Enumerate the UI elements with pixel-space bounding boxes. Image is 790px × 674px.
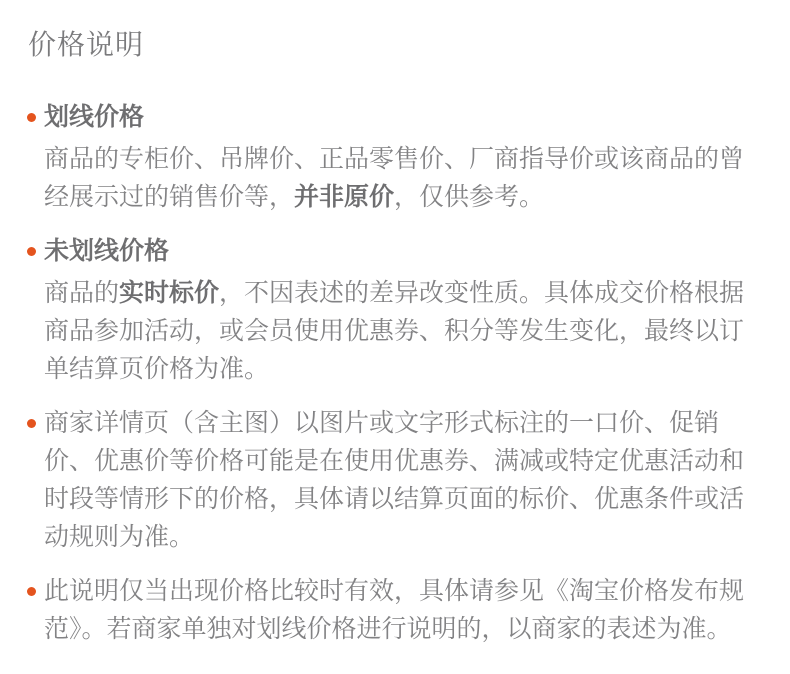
bullet-dot-icon [27, 587, 36, 596]
list-item [28, 232, 760, 388]
text-segment: 商品的 [44, 278, 120, 307]
text-segment-bold: 实时标价 [119, 278, 220, 307]
list-item [28, 98, 760, 216]
text-segment-bold: 并非原价 [294, 182, 395, 211]
text-segment: ，不因表述的差异改变性质。具体成交价格根据商品参加活动，或会员使用优惠券、积分等发生变化，最终以订单结算页价格为准。 [44, 278, 745, 383]
bullet-dot-icon [27, 419, 36, 428]
item-heading: 未划线价格 [44, 236, 170, 265]
text-segment: 商家详情页（含主图）以图片或文字形式标注的一口价、促销价、优惠价等价格可能是在使用优惠券、满减或特定优惠活动和时段等情形下的价格，具体请以结算页面的标价、优惠条件或活动规则为准。 [44, 408, 745, 551]
bullet-dot-icon [27, 113, 36, 122]
item-paragraph [44, 404, 760, 556]
item-paragraph [44, 274, 760, 388]
list-item [28, 572, 760, 648]
bullet-dot-icon [27, 247, 36, 256]
item-paragraph [44, 140, 760, 216]
text-segment: 商品的专柜价、吊牌价、正品零售价、厂商指导价或该商品的曾经展示过的销售价等， [44, 144, 745, 211]
item-heading: 划线价格 [44, 102, 145, 131]
list-item [28, 404, 760, 556]
page-title: 价格说明 [28, 28, 145, 61]
text-segment: ，仅供参考。 [394, 182, 545, 211]
text-segment: 此说明仅当出现价格比较时有效，具体请参见《淘宝价格发布规范》。若商家单独对划线价格进行说明的，以商家的表述为准。 [44, 576, 745, 643]
item-paragraph [44, 572, 760, 648]
